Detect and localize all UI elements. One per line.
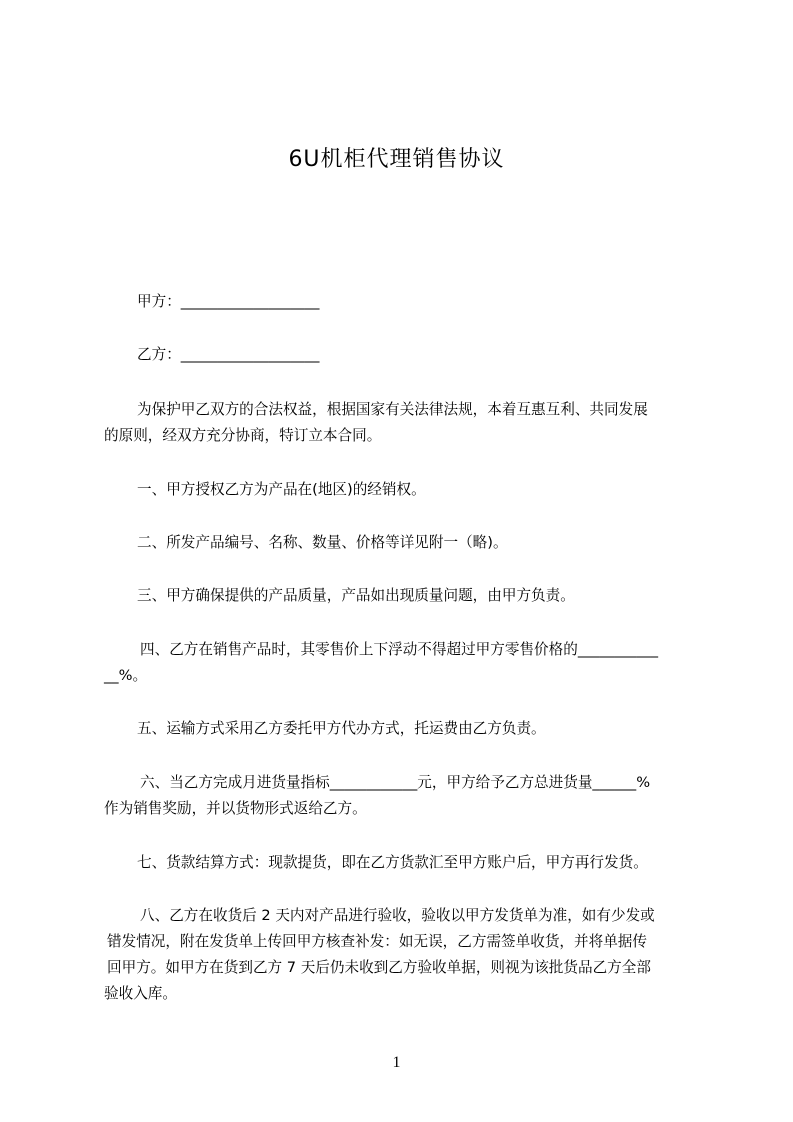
clause-7: 七、货款结算方式：现款提货，即在乙方货款汇至甲方账户后，甲方再行发货。 <box>137 854 648 871</box>
clause-8-line-1: 八、乙方在收货后 2 天内对产品进行验收，验收以甲方发货单为准，如有少发或 <box>140 907 655 924</box>
clause-4-line-2: __%。 <box>104 667 148 684</box>
clause-6-line-1: 六、当乙方完成月进货量指标____________元，甲方给予乙方总进货量______% <box>140 774 651 791</box>
clause-8-line-2: 错发情况，附在发货单上传回甲方核查补发：如无误，乙方需签单收货，并将单据传 <box>107 933 647 950</box>
clause-8-line-3: 回甲方。如甲方在货到乙方 7 天后仍未收到乙方验收单据，则视为该批货品乙方全部 <box>107 959 651 976</box>
clause-1: 一、甲方授权乙方为产品在(地区)的经销权。 <box>137 481 426 498</box>
clause-5: 五、运输方式采用乙方委托甲方代办方式，托运费由乙方负责。 <box>137 720 546 737</box>
clause-3: 三、甲方确保提供的产品质量，产品如出现质量问题，由甲方负责。 <box>137 587 575 604</box>
clause-2: 二、所发产品编号、名称、数量、价格等详见附一（略)。 <box>137 534 508 551</box>
party-b-line: 乙方：___________________ <box>137 346 320 363</box>
document-title: 6U机柜代理销售协议 <box>288 147 505 172</box>
clause-8-line-4: 验收入库。 <box>104 985 177 1002</box>
preamble-line-1: 为保护甲乙双方的合法权益，根据国家有关法律法规，本着互惠互利、共同发展 <box>137 401 648 418</box>
party-a-line: 甲方：___________________ <box>137 293 320 310</box>
preamble-line-2: 的原则，经双方充分协商，特订立本合同。 <box>104 427 382 444</box>
clause-4-line-1: 四、乙方在销售产品时，其零售价上下浮动不得超过甲方零售价格的___________ <box>140 641 659 658</box>
page-number: 1 <box>392 1054 401 1071</box>
clause-6-line-2: 作为销售奖励，并以货物形式返给乙方。 <box>104 800 367 817</box>
